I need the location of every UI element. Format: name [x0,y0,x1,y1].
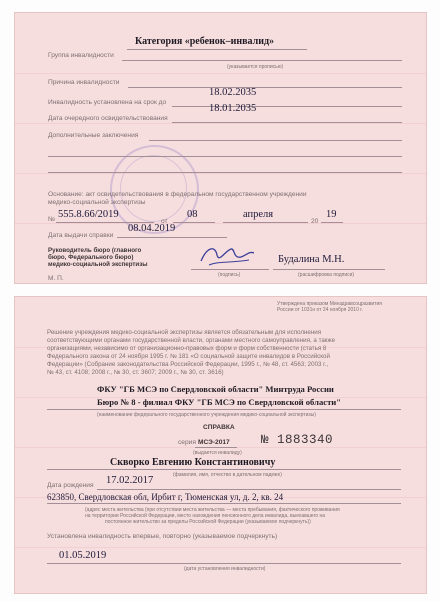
head-name-value: Будалина М.Н. [278,254,345,265]
head-label-2: бюро, Федерального бюро) [48,254,134,261]
established-until-value: 18.02.2035 [209,87,257,98]
category-title: Категория «ребенок–инвалид» [135,36,275,47]
legal-paragraph: Решение учреждения медико-социальной экспертизы является обязательным для исполнения соответствующими органами государственной власти, органами местного самоуправления, а также организациями, независимо от организационно-правовых форм и форм собственности (статья 8 Федерального закона от 24 ноября 1995 г. № 181 «О социальной защите инвалидов в Российской Федерации» (Собрание законодательства Российской Федерации, 1995 г., № 48, ст. 4563; 2003 г., № 43, ст. 4108; 2008 г., № 30, ст. 3607; 2009 г., № 30, ст. 3616) [47,329,336,376]
address-hint-2: на территории Российской Федерации, место нахождения пенсионного дела инвалида, выехавшего на [85,513,326,519]
next-exam-value: 18.01.2035 [209,103,257,114]
seal-label: М. П. [48,275,64,282]
month-value: апреля [243,209,274,220]
day-value: 08 [187,209,198,220]
order-note-1: Утверждена приказом Минздравсоцразвития [277,301,382,307]
from-label: от [161,218,168,225]
first-time-date-value: 01.05.2019 [59,550,107,561]
full-name-value: Скворко Евгению Константиновичу [110,457,276,468]
head-name-hint: (расшифровка подписи) [298,272,355,278]
basis-text-1: Основание: акт освидетельствования в федеральном государственном учреждении [48,191,307,198]
act-no-value: 555.8.66/2019 [58,209,119,220]
birth-date-label: Дата рождения [47,482,94,489]
first-time-label: Установлена инвалидность впервые, повторно (указываемое подчеркнуть) [47,533,278,540]
issue-date-label: Дата выдачи справки [48,232,114,239]
additional-label: Дополнительные заключения [48,132,139,139]
next-exam-label: Дата очередного освидетельствования [48,115,168,122]
order-note-2: России от 1031н от 24 ноября 2010 г. [277,307,363,313]
basis-text-2: медико-социальной экспертизы [48,199,146,206]
faded-stamp-inner [120,155,187,222]
disability-group-label: Группа инвалидности [48,52,114,59]
issue-date-value: 08.04.2019 [128,223,176,234]
cause-label: Причина инвалидности [48,79,120,86]
address-value: 623850, Свердловская обл, Ирбит г, Тюменская ул, д. 2, кв. 24 [47,492,284,502]
established-until-label: Инвалидность установлена на срок до [48,99,167,106]
issued-to-hint: (выдается инвалиду) [193,450,242,456]
head-label-1: Руководитель бюро (главного [48,247,142,254]
address-hint-1: (адрес места жительства (при отсутствии места жительства — места пребывания, фактического проживания [85,507,340,513]
institution-line-2: Бюро № 8 - филиал ФКУ "ГБ МСЭ по Свердловской области" [97,397,342,407]
full-name-hint: (фамилия, имя, отчество в дательном падеже) [173,472,282,478]
year-value: 19 [326,209,337,220]
doc-title: СПРАВКА [203,424,235,431]
series-value: МСЭ-2017 [198,439,230,446]
first-time-hint: (дата установления инвалидности) [184,566,266,572]
birth-date-value: 17.02.2017 [106,475,154,486]
certificate-front-page [14,296,427,594]
disability-group-hint: (указывается прописью) [227,64,284,70]
head-label-3: медико-социальной экспертизы [48,261,148,268]
series-label: серия [178,439,196,446]
certificate-number: № 1883340 [261,433,334,447]
institution-line-1: ФКУ "ГБ МСЭ по Свердловской области" Минтруда России [97,384,334,394]
institution-hint: (наименование федерального государственного учреждения медико-социальной экспертизы) [97,412,316,418]
signature-image [197,241,257,271]
signature-hint: (подпись) [218,272,241,278]
certificate-back-page [14,12,427,284]
address-hint-3: постоянное жительство за пределы Российской Федерации (указываемое подчеркнуть)) [105,519,311,525]
year-prefix: 20 [311,218,319,225]
act-no-prefix: № [48,216,56,223]
